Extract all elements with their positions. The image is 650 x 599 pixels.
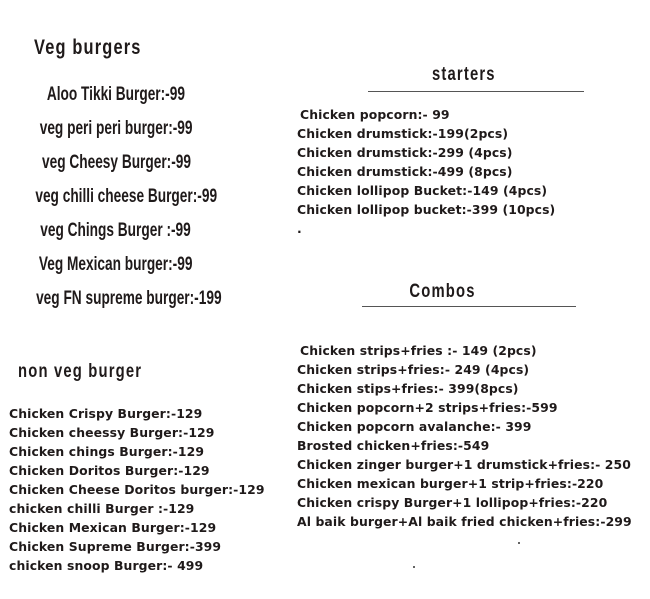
menu-item: Chicken cheessy Burger:-129 xyxy=(9,425,215,440)
stray-dot xyxy=(518,542,520,544)
menu-item xyxy=(0,180,232,214)
non-veg-burger-list xyxy=(9,404,265,575)
menu-item: Chicken zinger burger+1 drumstick+fries:- 250 xyxy=(297,457,631,472)
menu-item xyxy=(0,112,232,146)
menu-item: Chicken Crispy Burger:-129 xyxy=(9,406,203,421)
menu-item: Al baik burger+Al baik fried chicken+fries:-299 xyxy=(297,514,632,529)
veg-burgers-heading: Veg burgers xyxy=(34,36,142,59)
veg-burgers-list xyxy=(0,78,232,316)
starters-heading xyxy=(423,64,505,86)
starters-list xyxy=(297,105,555,238)
menu-item: Chicken mexican burger+1 strip+fries:-220 xyxy=(297,476,604,491)
menu-item: Chicken Cheese Doritos burger:-129 xyxy=(9,482,265,497)
menu-item xyxy=(0,214,232,248)
menu-item-label: veg Chings Burger :-99 xyxy=(40,220,192,241)
menu-item: Chicken stips+fries:- 399(8pcs) xyxy=(297,381,519,396)
menu-item xyxy=(0,282,232,316)
menu-item: Chicken popcorn avalanche:- 399 xyxy=(297,419,532,434)
menu-item: Chicken popcorn+2 strips+fries:-599 xyxy=(297,400,558,415)
menu-item: Chicken Supreme Burger:-399 xyxy=(9,539,222,554)
menu-item xyxy=(0,248,232,282)
menu-item: Chicken drumstick:-199(2pcs) xyxy=(297,126,509,141)
menu-item: Chicken lollipop bucket:-399 (10pcs) xyxy=(297,202,556,217)
menu-item: Chicken popcorn:- 99 xyxy=(300,107,450,122)
menu-item: Chicken Doritos Burger:-129 xyxy=(9,463,210,478)
menu-item-label: veg Cheesy Burger:-99 xyxy=(41,152,191,173)
stray-dot: . xyxy=(297,221,302,236)
combos-heading xyxy=(400,281,485,303)
menu-item: chicken chilli Burger :-129 xyxy=(9,501,195,516)
menu-item: Chicken strips+fries :- 149 (2pcs) xyxy=(300,343,537,358)
non-veg-burger-heading: non veg burger xyxy=(18,361,143,382)
menu-item: Chicken chings Burger:-129 xyxy=(9,444,205,459)
menu-item xyxy=(0,146,232,180)
menu-item-label: veg chilli cheese Burger:-99 xyxy=(35,186,218,207)
menu-item: Brosted chicken+fries:-549 xyxy=(297,438,490,453)
menu-item: Chicken drumstick:-299 (4pcs) xyxy=(297,145,513,160)
combos-heading-text: Combos xyxy=(409,281,476,302)
starters-divider xyxy=(368,91,584,92)
menu-item: Chicken lollipop Bucket:-149 (4pcs) xyxy=(297,183,548,198)
stray-dot xyxy=(413,566,415,568)
combos-list xyxy=(297,341,632,531)
menu-item: Chicken Mexican Burger:-129 xyxy=(9,520,217,535)
menu-item-label: veg peri peri burger:-99 xyxy=(39,118,193,139)
menu-item: Chicken strips+fries:- 249 (4pcs) xyxy=(297,362,530,377)
menu-item-label: Aloo Tikki Burger:-99 xyxy=(46,84,186,105)
menu-item: Chicken crispy Burger+1 lollipop+fries:-220 xyxy=(297,495,608,510)
starters-heading-text: starters xyxy=(431,64,496,85)
combos-divider xyxy=(362,306,576,307)
menu-item-label: Veg Mexican burger:-99 xyxy=(39,254,193,275)
menu-item: Chicken drumstick:-499 (8pcs) xyxy=(297,164,513,179)
menu-item: chicken snoop Burger:- 499 xyxy=(9,558,204,573)
menu-item xyxy=(0,78,232,112)
menu-item-label: veg FN supreme burger:-199 xyxy=(36,288,222,309)
